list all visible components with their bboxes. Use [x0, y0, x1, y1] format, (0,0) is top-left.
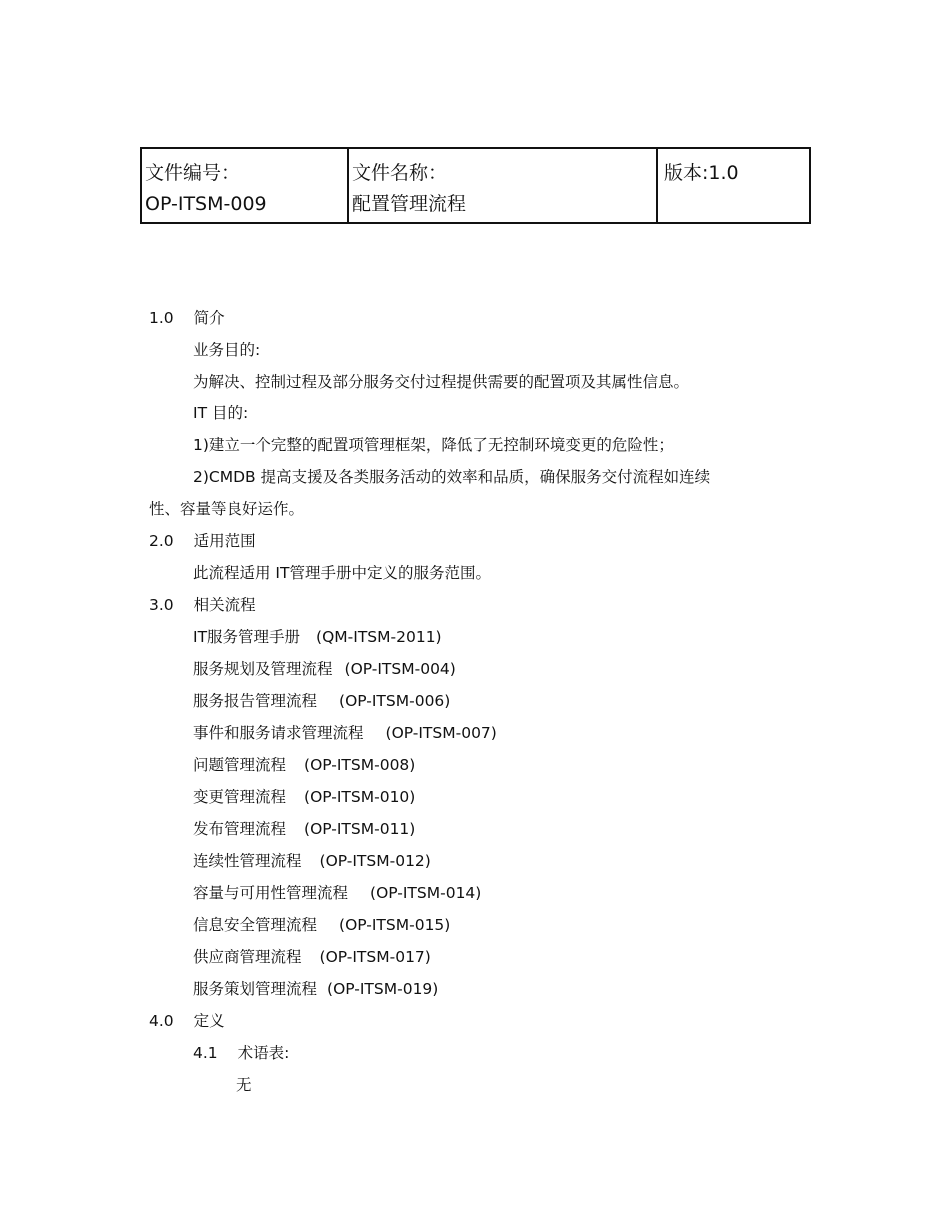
- glossary-text: 无: [236, 1076, 252, 1094]
- section-4-1-number: 4.1: [193, 1044, 218, 1062]
- list-item: [193, 883, 481, 903]
- document-code-cell: [142, 149, 347, 222]
- process-name: 供应商管理流程: [193, 948, 302, 966]
- document-header-table: [140, 147, 811, 224]
- section-3-title: 相关流程: [193, 596, 256, 614]
- section-2-title: 适用范围: [193, 532, 256, 550]
- section-4-title: 定义: [193, 1012, 225, 1030]
- section-1-title: 简介: [193, 309, 225, 327]
- list-item: [193, 659, 456, 679]
- document-version-cell: [656, 149, 809, 222]
- process-code: (OP-ITSM-011): [304, 820, 416, 838]
- it-purpose-item-1: 1)建立一个完整的配置项管理框架，降低了无控制环境变更的危险性；: [193, 436, 674, 454]
- scope-text: 此流程适用 IT管理手册中定义的服务范围。: [193, 564, 491, 582]
- list-item: [193, 819, 415, 839]
- process-code: (OP-ITSM-019): [327, 980, 439, 998]
- process-name: 变更管理流程: [193, 788, 287, 806]
- process-name: 容量与可用性管理流程: [193, 884, 349, 902]
- list-item: [193, 851, 431, 871]
- section-1-number: 1.0: [149, 309, 174, 327]
- section-4-1-heading: [193, 1043, 289, 1063]
- section-1-heading: [149, 308, 225, 328]
- process-name: 服务报告管理流程: [193, 692, 318, 710]
- list-item: [193, 691, 450, 711]
- process-name: 服务策划管理流程: [193, 980, 318, 998]
- document-code-label: 文件编号：: [145, 162, 241, 184]
- document-code-value: OP-ITSM-009: [145, 193, 267, 215]
- section-2-heading: [149, 531, 256, 551]
- process-code: (OP-ITSM-012): [319, 852, 431, 870]
- it-purpose-item-2-line-1: 2)CMDB 提高支援及各类服务活动的效率和品质，确保服务交付流程如连续: [193, 468, 711, 486]
- document-name-value: 配置管理流程: [352, 193, 467, 215]
- process-name: IT服务管理手册: [193, 628, 301, 646]
- process-code: (OP-ITSM-004): [344, 660, 456, 678]
- it-purpose-label: IT 目的:: [193, 404, 249, 422]
- list-item: [193, 723, 497, 743]
- business-purpose-text: 为解决、控制过程及部分服务交付过程提供需要的配置项及其属性信息。: [193, 373, 690, 391]
- list-item: [193, 947, 431, 967]
- process-code: (OP-ITSM-014): [370, 884, 482, 902]
- document-name-label: 文件名称：: [352, 162, 448, 184]
- it-purpose-item-2-line-2: 性、容量等良好运作。: [149, 500, 305, 518]
- list-item: [193, 979, 438, 999]
- list-item: [193, 755, 415, 775]
- process-code: (QM-ITSM-2011): [316, 628, 442, 646]
- process-name: 连续性管理流程: [193, 852, 302, 870]
- process-code: (OP-ITSM-008): [304, 756, 416, 774]
- section-4-number: 4.0: [149, 1012, 174, 1030]
- section-2-number: 2.0: [149, 532, 174, 550]
- section-4-heading: [149, 1011, 225, 1031]
- process-name: 问题管理流程: [193, 756, 287, 774]
- list-item: [193, 627, 442, 647]
- document-version-label: 版本:1.0: [664, 162, 739, 184]
- process-name: 服务规划及管理流程: [193, 660, 333, 678]
- list-item: [193, 787, 415, 807]
- process-name: 发布管理流程: [193, 820, 287, 838]
- list-item: [193, 915, 450, 935]
- document-name-cell: [347, 149, 656, 222]
- process-code: (OP-ITSM-006): [339, 692, 451, 710]
- process-code: (OP-ITSM-015): [339, 916, 451, 934]
- section-3-heading: [149, 595, 256, 615]
- process-code: (OP-ITSM-017): [319, 948, 431, 966]
- process-code: (OP-ITSM-010): [304, 788, 416, 806]
- business-purpose-label: 业务目的:: [193, 341, 261, 359]
- process-name: 信息安全管理流程: [193, 916, 318, 934]
- process-name: 事件和服务请求管理流程: [193, 724, 364, 742]
- section-3-number: 3.0: [149, 596, 174, 614]
- process-code: (OP-ITSM-007): [385, 724, 497, 742]
- section-4-1-title: 术语表:: [237, 1044, 290, 1062]
